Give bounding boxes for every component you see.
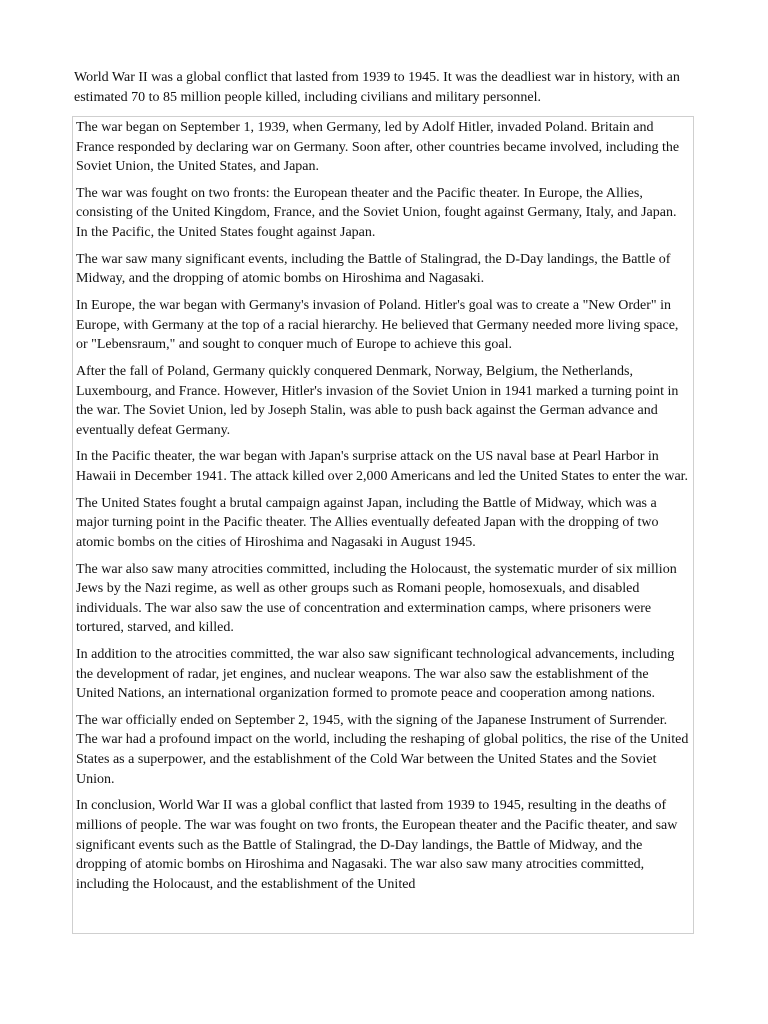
body-paragraph: In the Pacific theater, the war began with Japan's surprise attack on the US naval base at Pearl Harbor in Hawaii in December 1941. The attack killed over 2,000 Americans and led the United States to enter the war. bbox=[76, 449, 689, 484]
body-paragraph: In Europe, the war began with Germany's invasion of Poland. Hitler's goal was to create a "New Order" in Europe, with Germany at the top of a racial hierarchy. He believed that Germany needed more living space, or "Lebensraum," and sought to conquer much of Europe to achieve this goal. bbox=[76, 298, 679, 353]
body-paragraph: The United States fought a brutal campaign against Japan, including the Battle of Midway, which was a major turning point in the Pacific theater. The Allies eventually defeated Japan with the dropping of two atomic bombs on the cities of Hiroshima and Nagasaki in August 1945. bbox=[76, 495, 659, 550]
body-paragraph-truncated: In conclusion, World War II was a global conflict that lasted from 1939 to 1945, resulting in the deaths of millions of people. The war was fought on two fronts, the European theater and the Pacific theater, and saw significant events such as the Battle of Stalingrad, the D-Day landings, the Battle of Midway, and the dropping of atomic bombs on Hiroshima and Nagasaki. The war also saw many atrocities committed, including the Holocaust, and the establishment of the United bbox=[76, 798, 678, 892]
body-paragraph: The war was fought on two fronts: the European theater and the Pacific theater. In Europe, the Allies, consisting of the United Kingdom, France, and the Soviet Union, fought against Germany, Italy, and Japan. In the Pacific, the United States fought against Japan. bbox=[76, 185, 677, 241]
body-paragraph: The war saw many significant events, including the Battle of Stalingrad, the D-Day landings, the Battle of Midway, and the dropping of atomic bombs on Hiroshima and Nagasaki. bbox=[76, 251, 671, 287]
essay-text-box bbox=[72, 116, 694, 934]
body-paragraph: In addition to the atrocities committed, the war also saw significant technological advancements, including the development of radar, jet engines, and nuclear weapons. The war also saw the establishment of the United Nations, an international organization formed to promote peace and cooperation among nations. bbox=[76, 647, 675, 702]
body-paragraph: The war officially ended on September 2, 1945, with the signing of the Japanese Instrument of Surrender. The war had a profound impact on the world, including the reshaping of global politics, the rise of the United States as a superpower, and the establishment of the Cold War between the United States and the Soviet Union. bbox=[76, 712, 689, 787]
intro-paragraph: World War II was a global conflict that lasted from 1939 to 1945. It was the deadliest war in history, with an estimated 70 to 85 million people killed, including civilians and military personnel. bbox=[74, 70, 680, 105]
body-paragraph: After the fall of Poland, Germany quickly conquered Denmark, Norway, Belgium, the Netherlands, Luxembourg, and France. However, Hitler's invasion of the Soviet Union in 1941 marked a turning point in the war. The Soviet Union, led by Joseph Stalin, was able to push back against the German advance and eventually defeat Germany. bbox=[76, 363, 679, 438]
body-paragraph: The war began on September 1, 1939, when Germany, led by Adolf Hitler, invaded Poland. Britain and France responded by declaring war on Germany. Soon after, other countries became involved, including the Soviet Union, the United States, and Japan. bbox=[76, 120, 680, 175]
body-paragraph: The war also saw many atrocities committed, including the Holocaust, the systematic murder of six million Jews by the Nazi regime, as well as other groups such as Romani people, homosexuals, and disabled individuals. The war also saw the use of concentration and extermination camps, where prisoners were tortured, starved, and killed. bbox=[76, 561, 677, 636]
